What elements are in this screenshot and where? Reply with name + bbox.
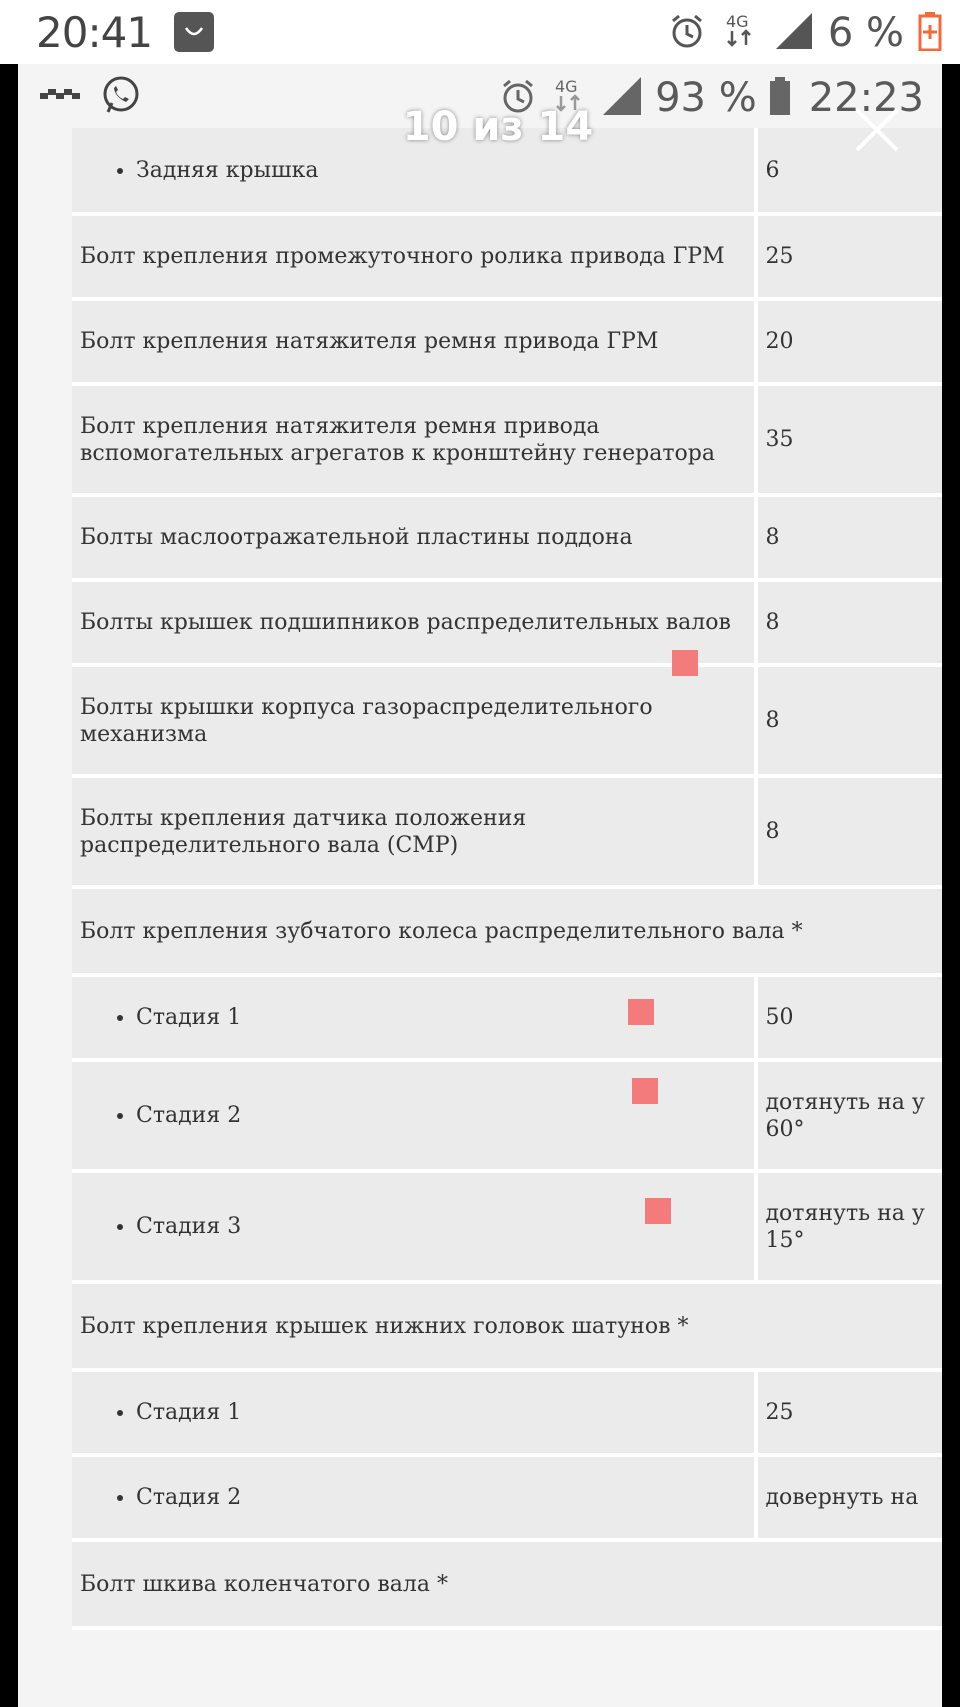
taxi-icon xyxy=(40,85,84,109)
bag-icon xyxy=(174,12,214,52)
battery-icon xyxy=(769,76,791,120)
value-line: дотянуть на у xyxy=(765,1200,925,1226)
value-line: дотянуть на у xyxy=(765,1089,925,1115)
signal-icon xyxy=(774,11,814,55)
table-cell-value xyxy=(758,1173,943,1280)
table-row xyxy=(72,1457,942,1538)
image-counter: 10 из 14 xyxy=(402,104,594,150)
inner-clock: 22:23 xyxy=(808,75,924,121)
list-item: • Стадия 2 xyxy=(136,1484,746,1511)
table-row xyxy=(72,667,942,774)
annotation-marker xyxy=(628,999,654,1025)
table-cell-label xyxy=(72,1372,758,1453)
screenshot-frame xyxy=(18,64,942,1707)
table-cell-value: 25 xyxy=(758,216,943,297)
table-cell-value: 25 xyxy=(758,1372,943,1453)
table-cell-value: 35 xyxy=(758,386,943,493)
table-cell-value: довернуть на xyxy=(758,1457,943,1538)
table-row xyxy=(72,497,942,578)
table-section-header: Болт крепления крышек нижних головок шатунов * xyxy=(72,1284,942,1368)
table-row xyxy=(72,1284,942,1368)
outer-status-icons xyxy=(668,10,942,56)
alarm-icon xyxy=(668,12,706,54)
table-row xyxy=(72,1542,942,1626)
table-cell-label: Болты крепления датчика положения распределительного вала (CMP) xyxy=(72,778,758,885)
value-line: 60° xyxy=(765,1116,805,1142)
table-row xyxy=(72,889,942,973)
value-line: 15° xyxy=(765,1227,805,1253)
table-row xyxy=(72,977,942,1058)
table-cell-label: Болт крепления натяжителя ремня привода ГРМ xyxy=(72,301,758,382)
table-cell-label: Болт крепления промежуточного ролика привода ГРМ xyxy=(72,216,758,297)
close-icon[interactable] xyxy=(853,106,901,154)
table-row xyxy=(72,1062,942,1169)
inner-battery-percent: 93 % xyxy=(655,75,757,121)
table-row xyxy=(72,1372,942,1453)
table-row xyxy=(72,582,942,663)
table-row xyxy=(72,386,942,493)
table-cell-label xyxy=(72,1457,758,1538)
table-cell-label xyxy=(72,1173,758,1280)
annotation-marker xyxy=(632,1078,658,1104)
table-cell-value: 6 xyxy=(758,128,943,212)
list-item: • Стадия 2 xyxy=(136,1102,746,1129)
annotation-marker xyxy=(645,1198,671,1224)
list-item: • Задняя крышка xyxy=(136,157,746,184)
list-item: • Стадия 1 xyxy=(136,1004,746,1031)
table-cell-value: 8 xyxy=(758,778,943,885)
table-row xyxy=(72,778,942,885)
table-cell-label: Болт крепления натяжителя ремня привода вспомогательных агрегатов к кронштейну генератора xyxy=(72,386,758,493)
outer-status-bar xyxy=(0,0,960,64)
table-cell-value: 20 xyxy=(758,301,943,382)
svg-text:4G: 4G xyxy=(725,12,749,31)
table-cell-label: Болты маслоотражательной пластины поддона xyxy=(72,497,758,578)
table-cell-value: 8 xyxy=(758,667,943,774)
outer-clock: 20:41 xyxy=(36,8,153,57)
4g-icon xyxy=(720,11,760,55)
table-row xyxy=(72,1173,942,1280)
list-item: • Стадия 1 xyxy=(136,1399,746,1426)
table-cell-value xyxy=(758,1062,943,1169)
table-section-header: Болт шкива коленчатого вала * xyxy=(72,1542,942,1626)
table-cell-label: Болты крышек подшипников распределительных валов xyxy=(72,582,758,663)
table-cell-label xyxy=(72,977,758,1058)
table-section-header: Болт крепления зубчатого колеса распределительного вала * xyxy=(72,889,942,973)
svg-text:4G: 4G xyxy=(555,77,578,96)
table-cell-value: 50 xyxy=(758,977,943,1058)
torque-table-container xyxy=(72,128,942,1630)
battery-charging-icon xyxy=(918,11,942,55)
torque-table xyxy=(72,124,942,1630)
list-item: • Стадия 3 xyxy=(136,1213,746,1240)
table-row xyxy=(72,216,942,297)
table-cell-value: 8 xyxy=(758,582,943,663)
table-cell-value: 8 xyxy=(758,497,943,578)
table-cell-label: Болты крышки корпуса газораспределительного механизма xyxy=(72,667,758,774)
whatsapp-icon xyxy=(100,74,142,120)
table-row xyxy=(72,301,942,382)
outer-battery-percent: 6 % xyxy=(827,10,904,56)
annotation-marker xyxy=(672,650,698,676)
